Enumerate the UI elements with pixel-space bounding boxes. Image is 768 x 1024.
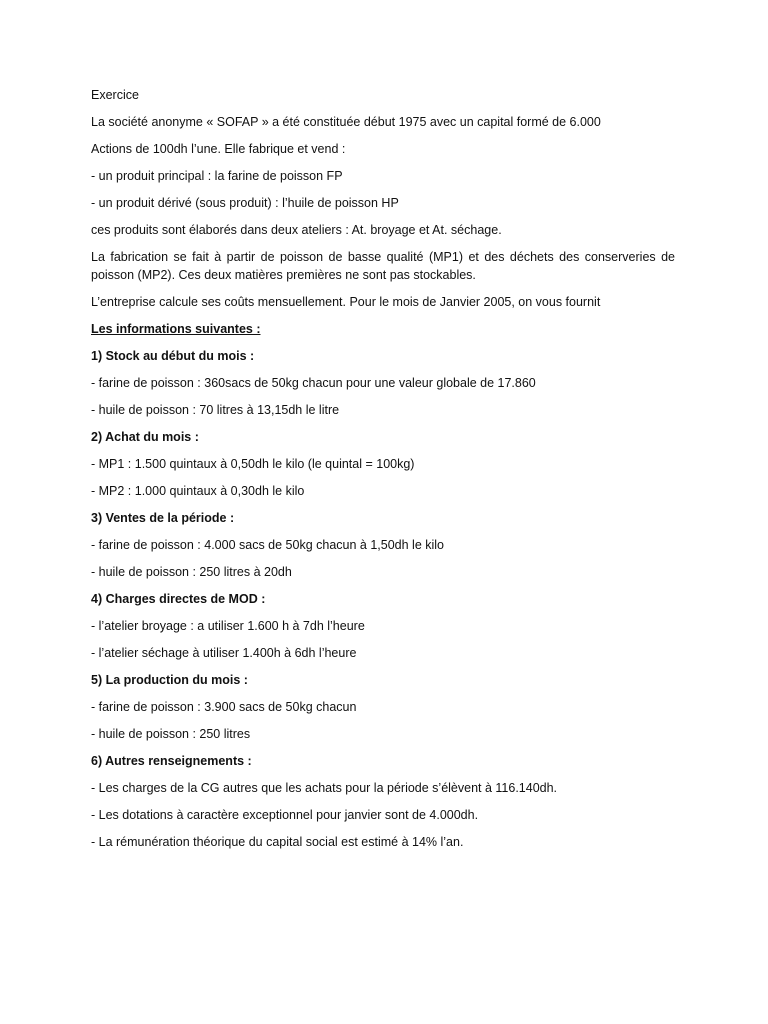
section-heading-stock: 1) Stock au début du mois : bbox=[91, 349, 255, 363]
list-item: - farine de poisson : 360sacs de 50kg chacun pour une valeur globale de 17.860 bbox=[91, 376, 536, 390]
section-heading-sales: 3) Ventes de la période : bbox=[91, 511, 235, 525]
section-heading-labor: 4) Charges directes de MOD : bbox=[91, 592, 266, 606]
product-derived: - un produit dérivé (sous produit) : l’huile de poisson HP bbox=[91, 196, 399, 210]
list-item: - l’atelier séchage à utiliser 1.400h à 6dh l’heure bbox=[91, 646, 357, 660]
intro-line-2: Actions de 100dh l’une. Elle fabrique et vend : bbox=[91, 142, 346, 156]
list-item: - farine de poisson : 3.900 sacs de 50kg chacun bbox=[91, 700, 357, 714]
list-item: - huile de poisson : 250 litres bbox=[91, 727, 251, 741]
manufacturing-paragraph: La fabrication se fait à partir de poisson de basse qualité (MP1) et des déchets des conserveries de poisson (MP2). Ces deux matières premières ne sont pas stockables. bbox=[91, 250, 675, 282]
list-item: - Les dotations à caractère exceptionnel pour janvier sont de 4.000dh. bbox=[91, 808, 479, 822]
intro-line-1: La société anonyme « SOFAP » a été constituée début 1975 avec un capital formé de 6.000 bbox=[91, 115, 601, 129]
section-heading-other: 6) Autres renseignements : bbox=[91, 754, 252, 768]
list-item: - huile de poisson : 250 litres à 20dh bbox=[91, 565, 292, 579]
list-item: - MP1 : 1.500 quintaux à 0,50dh le kilo (le quintal = 100kg) bbox=[91, 457, 415, 471]
list-item: - La rémunération théorique du capital social est estimé à 14% l’an. bbox=[91, 835, 464, 849]
list-item: - l’atelier broyage : a utiliser 1.600 h à 7dh l’heure bbox=[91, 619, 365, 633]
section-heading-purchases: 2) Achat du mois : bbox=[91, 430, 199, 444]
info-heading: Les informations suivantes : bbox=[91, 322, 261, 336]
list-item: - Les charges de la CG autres que les achats pour la période s’élèvent à 116.140dh. bbox=[91, 781, 558, 795]
document-title: Exercice bbox=[91, 88, 139, 102]
list-item: - MP2 : 1.000 quintaux à 0,30dh le kilo bbox=[91, 484, 305, 498]
product-main: - un produit principal : la farine de poisson FP bbox=[91, 169, 343, 183]
costing-line: L’entreprise calcule ses coûts mensuellement. Pour le mois de Janvier 2005, on vous fournit bbox=[91, 295, 601, 309]
workshops-line: ces produits sont élaborés dans deux ateliers : At. broyage et At. séchage. bbox=[91, 223, 502, 237]
list-item: - farine de poisson : 4.000 sacs de 50kg chacun à 1,50dh le kilo bbox=[91, 538, 445, 552]
document-body bbox=[91, 86, 675, 860]
list-item: - huile de poisson : 70 litres à 13,15dh le litre bbox=[91, 403, 340, 417]
section-heading-production: 5) La production du mois : bbox=[91, 673, 248, 687]
